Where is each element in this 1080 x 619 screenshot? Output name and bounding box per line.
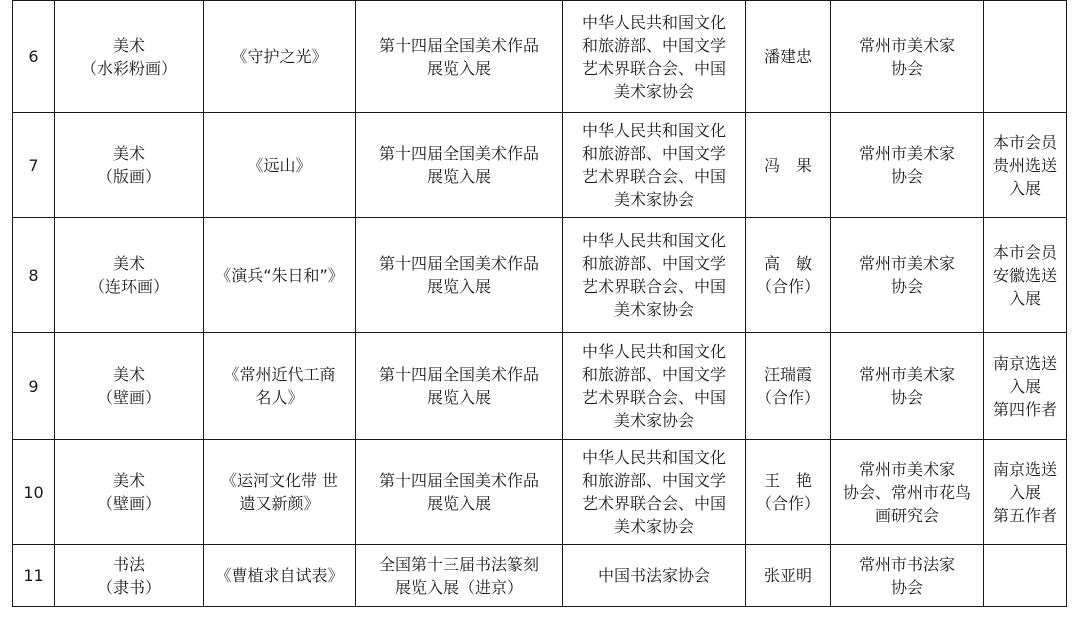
author-cell xyxy=(746,440,831,545)
row-number: 9 xyxy=(28,376,39,396)
work-title-cell xyxy=(204,545,356,607)
author-line: 冯 果 xyxy=(763,155,812,175)
exhibition-cell xyxy=(356,440,563,545)
work-title-line: 《曹植求自试表》 xyxy=(215,566,344,585)
author-line: （合作） xyxy=(755,494,820,513)
row-number: 11 xyxy=(23,566,44,585)
work-title-cell xyxy=(204,1,356,113)
recommending-unit-line: 常州市美术家 xyxy=(858,144,955,163)
author-line: 张亚明 xyxy=(763,566,812,585)
category-line: （隶书） xyxy=(96,577,161,597)
organizer-line: 和旅游部、中国文学 xyxy=(581,471,726,490)
recommending-unit-cell xyxy=(831,218,984,333)
work-title-line: 《常州近代工商 xyxy=(223,365,336,384)
exhibition-line: 第十四届全国美术作品 xyxy=(378,144,539,163)
organizer-line: 艺术界联合会、中国 xyxy=(581,494,726,513)
organizer-line: 美术家协会 xyxy=(613,517,694,536)
recommending-unit-cell xyxy=(831,333,984,440)
organizer-cell xyxy=(563,333,746,440)
category-line: （版画） xyxy=(96,167,161,186)
recommending-unit-line: 常州市美术家 xyxy=(858,254,955,273)
organizer-cell xyxy=(563,1,746,113)
author-cell xyxy=(746,1,831,113)
category-cell xyxy=(55,440,204,545)
organizer-line: 艺术界联合会、中国 xyxy=(581,167,726,186)
organizer-line: 中国书法家协会 xyxy=(597,566,710,585)
note-line: 第五作者 xyxy=(992,505,1057,525)
author-line: （合作） xyxy=(755,277,820,296)
work-title-line: 《演兵“朱日和”》 xyxy=(215,265,344,285)
row-number-cell xyxy=(13,218,55,333)
recommending-unit-line: 常州市美术家 xyxy=(858,459,955,479)
organizer-line: 和旅游部、中国文学 xyxy=(581,365,726,384)
note-line: 入展 xyxy=(1008,482,1041,502)
work-title-line: 《运河文化带 世 xyxy=(220,471,339,490)
note-line: 安徽选送 xyxy=(992,265,1057,285)
exhibition-line: 全国第十三届书法篆刻 xyxy=(378,554,539,574)
recommending-unit-line: 协会 xyxy=(890,577,923,597)
recommending-unit-line: 协会、常州市花鸟 xyxy=(842,482,971,502)
organizer-line: 艺术界联合会、中国 xyxy=(581,277,726,296)
organizer-line: 和旅游部、中国文学 xyxy=(581,35,726,55)
recommending-unit-cell xyxy=(831,113,984,218)
exhibition-line: 第十四届全国美术作品 xyxy=(378,471,539,490)
recommending-unit-line: 协会 xyxy=(890,277,923,296)
note-line: 本市会员 xyxy=(992,242,1057,262)
note-cell xyxy=(984,440,1067,545)
row-number: 10 xyxy=(23,482,44,502)
note-line: 第四作者 xyxy=(992,399,1057,419)
organizer-line: 艺术界联合会、中国 xyxy=(581,388,726,407)
exhibition-cell xyxy=(356,218,563,333)
work-title-cell xyxy=(204,113,356,218)
category-line: 美术 xyxy=(112,365,145,384)
organizer-cell xyxy=(563,218,746,333)
author-line: 汪瑞霞 xyxy=(763,365,812,384)
table-row xyxy=(13,113,1067,218)
category-cell xyxy=(55,545,204,607)
author-cell xyxy=(746,113,831,218)
row-number: 8 xyxy=(28,265,39,285)
row-number: 7 xyxy=(28,155,39,175)
exhibition-line: 第十四届全国美术作品 xyxy=(378,35,539,55)
row-number-cell xyxy=(13,1,55,113)
organizer-line: 中华人民共和国文化 xyxy=(581,121,726,140)
exhibition-line: 展览入展 xyxy=(426,277,491,296)
table-row xyxy=(13,545,1067,607)
organizer-line: 美术家协会 xyxy=(613,411,694,430)
note-cell xyxy=(984,333,1067,440)
exhibition-line: 展览入展 xyxy=(426,167,491,186)
organizer-cell xyxy=(563,113,746,218)
author-line: 高 敏 xyxy=(763,254,812,273)
author-cell xyxy=(746,218,831,333)
organizer-cell xyxy=(563,440,746,545)
exhibition-cell xyxy=(356,545,563,607)
category-line: （水彩粉画） xyxy=(80,58,177,78)
category-line: 美术 xyxy=(112,254,145,273)
row-number-cell xyxy=(13,440,55,545)
work-title-line: 《守护之光》 xyxy=(231,47,328,66)
note-line: 南京选送 xyxy=(992,353,1057,373)
note-cell xyxy=(984,545,1067,607)
organizer-line: 美术家协会 xyxy=(613,81,694,101)
recommending-unit-line: 常州市美术家 xyxy=(858,35,955,55)
recommending-unit-line: 常州市美术家 xyxy=(858,365,955,384)
exhibition-cell xyxy=(356,113,563,218)
note-line: 入展 xyxy=(1008,288,1041,308)
awards-table xyxy=(12,0,1067,607)
exhibition-line: 第十四届全国美术作品 xyxy=(378,254,539,273)
row-number-cell xyxy=(13,113,55,218)
note-cell xyxy=(984,218,1067,333)
row-number: 6 xyxy=(28,47,39,66)
exhibition-cell xyxy=(356,333,563,440)
table-row xyxy=(13,218,1067,333)
category-line: 书法 xyxy=(112,554,145,574)
row-number-cell xyxy=(13,545,55,607)
organizer-line: 美术家协会 xyxy=(613,190,694,209)
organizer-line: 中华人民共和国文化 xyxy=(581,231,726,250)
note-line: 入展 xyxy=(1008,178,1041,198)
organizer-line: 美术家协会 xyxy=(613,300,694,319)
author-line: 潘建忠 xyxy=(763,47,812,66)
exhibition-line: 展览入展（进京） xyxy=(394,577,523,597)
author-cell xyxy=(746,545,831,607)
organizer-line: 中华人民共和国文化 xyxy=(581,448,726,467)
work-title-line: 名人》 xyxy=(255,388,304,407)
organizer-line: 中华人民共和国文化 xyxy=(581,12,726,32)
recommending-unit-line: 常州市书法家 xyxy=(858,554,955,574)
table-row xyxy=(13,333,1067,440)
category-cell xyxy=(55,113,204,218)
exhibition-line: 展览入展 xyxy=(426,58,491,78)
recommending-unit-line: 协会 xyxy=(890,58,923,78)
recommending-unit-cell xyxy=(831,440,984,545)
awards-table-body xyxy=(13,1,1067,607)
exhibition-cell xyxy=(356,1,563,113)
work-title-cell xyxy=(204,218,356,333)
organizer-line: 艺术界联合会、中国 xyxy=(581,58,726,78)
category-cell xyxy=(55,333,204,440)
category-cell xyxy=(55,218,204,333)
note-cell xyxy=(984,113,1067,218)
recommending-unit-line: 协会 xyxy=(890,388,923,407)
work-title-line: 《远山》 xyxy=(247,155,312,175)
note-line: 南京选送 xyxy=(992,459,1057,479)
work-title-cell xyxy=(204,333,356,440)
author-line: （合作） xyxy=(755,388,820,407)
recommending-unit-line: 协会 xyxy=(890,167,923,186)
work-title-cell xyxy=(204,440,356,545)
category-line: （连环画） xyxy=(88,277,169,296)
organizer-line: 中华人民共和国文化 xyxy=(581,342,726,361)
recommending-unit-line: 画研究会 xyxy=(874,505,939,525)
table-row xyxy=(13,440,1067,545)
note-line: 入展 xyxy=(1008,376,1041,396)
category-line: （壁画） xyxy=(96,494,161,513)
organizer-cell xyxy=(563,545,746,607)
recommending-unit-cell xyxy=(831,545,984,607)
note-line: 本市会员 xyxy=(992,132,1057,152)
category-line: 美术 xyxy=(112,144,145,163)
note-line: 贵州选送 xyxy=(992,155,1057,175)
note-cell xyxy=(984,1,1067,113)
exhibition-line: 展览入展 xyxy=(426,494,491,513)
organizer-line: 和旅游部、中国文学 xyxy=(581,144,726,163)
table-row xyxy=(13,1,1067,113)
category-line: 美术 xyxy=(112,35,145,55)
author-line: 王 艳 xyxy=(763,471,812,490)
recommending-unit-cell xyxy=(831,1,984,113)
exhibition-line: 展览入展 xyxy=(426,388,491,407)
organizer-line: 和旅游部、中国文学 xyxy=(581,254,726,273)
exhibition-line: 第十四届全国美术作品 xyxy=(378,365,539,384)
row-number-cell xyxy=(13,333,55,440)
category-line: 美术 xyxy=(112,471,145,490)
work-title-line: 遗又新颜》 xyxy=(239,494,320,513)
category-line: （壁画） xyxy=(96,388,161,407)
category-cell xyxy=(55,1,204,113)
author-cell xyxy=(746,333,831,440)
